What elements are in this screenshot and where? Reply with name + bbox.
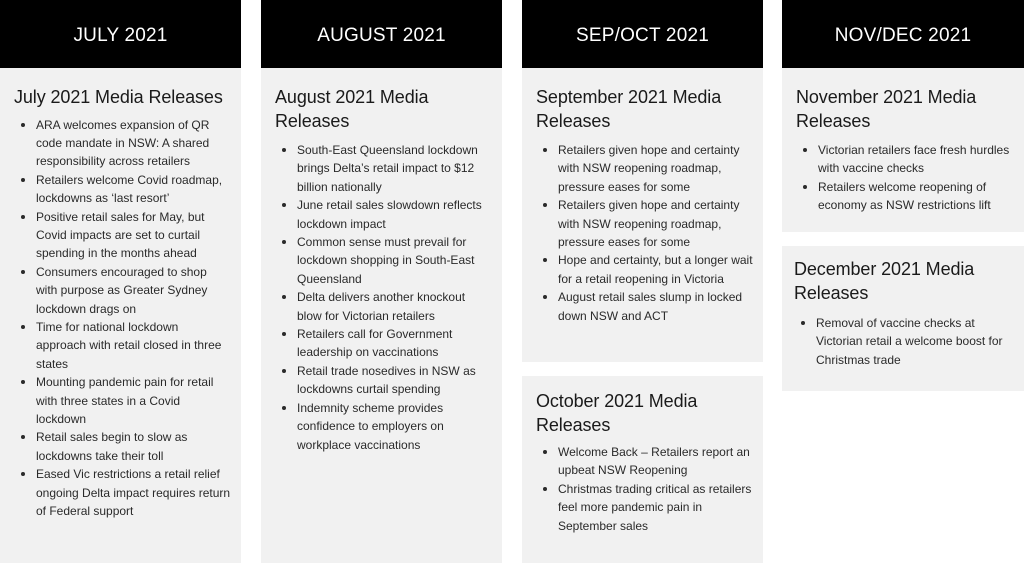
bullet-icon — [282, 406, 286, 410]
bullet-icon — [21, 270, 25, 274]
bullet-icon — [543, 487, 547, 491]
release-link[interactable]: Eased Vic restrictions a retail relief ongoing Delta impact requires return of Federal support — [14, 465, 231, 520]
bullet-icon — [21, 325, 25, 329]
bullet-icon — [282, 148, 286, 152]
bullet-icon — [543, 450, 547, 454]
release-list — [275, 141, 492, 454]
card-december-2021 — [782, 246, 1024, 391]
release-link[interactable]: Retail sales begin to slow as lockdowns take their toll — [14, 428, 231, 465]
release-link[interactable]: Retail trade nosedives in NSW as lockdowns curtail spending — [275, 362, 492, 399]
release-link[interactable]: Removal of vaccine checks at Victorian retail a welcome boost for Christmas trade — [794, 314, 1014, 369]
release-link[interactable]: Positive retail sales for May, but Covid impacts are set to curtail spending in the months ahead — [14, 208, 231, 263]
bullet-icon — [282, 369, 286, 373]
bullet-icon — [21, 123, 25, 127]
card-august-2021 — [261, 68, 502, 563]
bullet-icon — [282, 203, 286, 207]
bullet-icon — [803, 185, 807, 189]
card-title: September 2021 Media Releases — [536, 87, 722, 131]
bullet-icon — [21, 380, 25, 384]
release-list — [794, 314, 1014, 369]
bullet-icon — [801, 321, 805, 325]
bullet-icon — [282, 240, 286, 244]
release-link[interactable]: Retailers given hope and certainty with NSW reopening roadmap, pressure eases for some — [536, 141, 753, 196]
card-title: December 2021 Media Releases — [794, 259, 975, 303]
column-header-sep-oct: SEP/OCT 2021 — [522, 0, 763, 68]
release-link[interactable]: Indemnity scheme provides confidence to employers on workplace vaccinations — [275, 399, 492, 454]
bullet-icon — [543, 203, 547, 207]
bullet-icon — [543, 258, 547, 262]
card-october-2021 — [522, 376, 763, 563]
column-header-august: AUGUST 2021 — [261, 0, 502, 68]
bullet-icon — [543, 148, 547, 152]
column-august — [261, 0, 502, 68]
bullet-icon — [543, 295, 547, 299]
release-link[interactable]: Retailers welcome reopening of economy as NSW restrictions lift — [796, 178, 1014, 215]
release-link[interactable]: ARA welcomes expansion of QR code mandate in NSW: A shared responsibility across retailers — [14, 116, 231, 171]
column-sep-oct — [522, 0, 763, 68]
release-link[interactable]: Mounting pandemic pain for retail with three states in a Covid lockdown — [14, 373, 231, 428]
bullet-icon — [282, 295, 286, 299]
release-link[interactable]: Retailers call for Government leadership on vaccinations — [275, 325, 492, 362]
release-link[interactable]: August retail sales slump in locked down NSW and ACT — [536, 288, 753, 325]
release-list — [536, 443, 753, 535]
release-link[interactable]: Victorian retailers face fresh hurdles with vaccine checks — [796, 141, 1014, 178]
column-header-nov-dec: NOV/DEC 2021 — [782, 0, 1024, 68]
card-title: November 2021 Media Releases — [796, 87, 977, 131]
release-link[interactable]: Christmas trading critical as retailers feel more pandemic pain in September sales — [536, 480, 753, 535]
release-link[interactable]: Time for national lockdown approach with retail closed in three states — [14, 318, 231, 373]
release-link[interactable]: June retail sales slowdown reflects lockdown impact — [275, 196, 492, 233]
card-title: October 2021 Media Releases — [536, 391, 698, 435]
card-title: July 2021 Media Releases — [14, 87, 223, 107]
card-title: August 2021 Media Releases — [275, 87, 429, 131]
bullet-icon — [803, 148, 807, 152]
release-link[interactable]: Delta delivers another knockout blow for Victorian retailers — [275, 288, 492, 325]
bullet-icon — [21, 178, 25, 182]
release-link[interactable]: Retailers given hope and certainty with NSW reopening roadmap, pressure eases for some — [536, 196, 753, 251]
card-july-2021 — [0, 68, 241, 563]
column-nov-dec — [782, 0, 1024, 68]
release-link[interactable]: South-East Queensland lockdown brings Delta’s retail impact to $12 billion nationally — [275, 141, 492, 196]
bullet-icon — [282, 332, 286, 336]
release-link[interactable]: Welcome Back – Retailers report an upbeat NSW Reopening — [536, 443, 753, 480]
release-link[interactable]: Common sense must prevail for lockdown shopping in South-East Queensland — [275, 233, 492, 288]
card-november-2021 — [782, 68, 1024, 232]
release-link[interactable]: Hope and certainty, but a longer wait for a retail reopening in Victoria — [536, 251, 753, 288]
card-september-2021 — [522, 68, 763, 362]
release-list — [536, 141, 753, 325]
release-list — [14, 116, 231, 521]
release-list — [796, 141, 1014, 215]
column-july — [0, 0, 241, 68]
bullet-icon — [21, 435, 25, 439]
bullet-icon — [21, 472, 25, 476]
release-link[interactable]: Consumers encouraged to shop with purpose as Greater Sydney lockdown drags on — [14, 263, 231, 318]
bullet-icon — [21, 215, 25, 219]
column-header-july: JULY 2021 — [0, 0, 241, 68]
release-link[interactable]: Retailers welcome Covid roadmap, lockdowns as ‘last resort’ — [14, 171, 231, 208]
